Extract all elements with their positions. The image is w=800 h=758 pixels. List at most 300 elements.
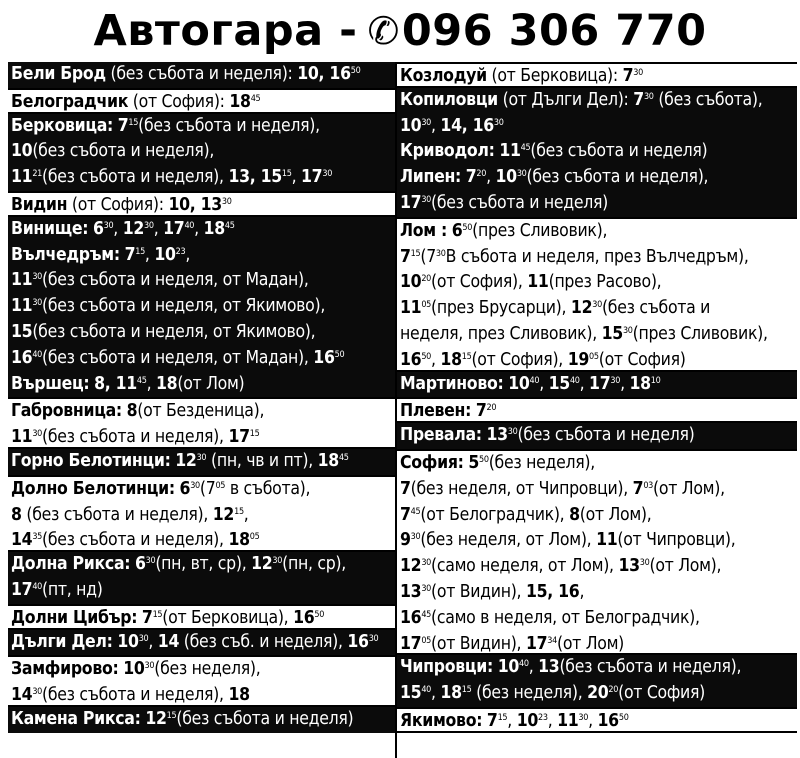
schedule-line — [397, 191, 797, 217]
departure-text-bold: 14 — [11, 530, 33, 551]
departure-minutes: 30 — [32, 687, 43, 698]
departure-note: (от София) — [618, 683, 705, 704]
departure-note: (през Сливовик), — [632, 323, 768, 344]
departure-minutes: 30 — [421, 583, 432, 594]
departure-minutes: 30 — [610, 375, 621, 386]
departure-text-bold: 18 — [629, 373, 651, 394]
right-destination-entry — [397, 88, 797, 140]
departure-text-bold: 11 — [11, 296, 33, 317]
schedule-line — [8, 630, 395, 656]
departure-note: (пн, ср), — [282, 554, 346, 575]
departure-minutes: 30 — [639, 558, 650, 569]
departure-note: (от Лом) — [556, 633, 625, 654]
departure-minutes: 30 — [138, 633, 149, 644]
departure-minutes: 30 — [32, 298, 43, 309]
left-column — [8, 62, 395, 758]
departure-minutes: 30 — [578, 713, 589, 723]
departure-minutes: 05 — [215, 480, 226, 491]
departure-note: В събота и неделя, през Вълчедръм), — [445, 246, 749, 267]
right-destination-entry — [397, 449, 797, 655]
departure-note: (без събота и неделя, от Мадан), — [42, 347, 314, 368]
departure-minutes: 20 — [421, 274, 432, 285]
left-destination-entry — [8, 397, 395, 449]
departure-minutes: 03 — [643, 480, 654, 491]
left-destination-entry — [8, 604, 395, 630]
departure-note: (от Берковица): — [486, 66, 623, 86]
schedule-line — [8, 90, 395, 116]
departure-note: , — [113, 218, 123, 239]
departure-text-bold: 17 — [400, 192, 422, 213]
departure-text-bold: 18 — [317, 451, 339, 471]
schedule-line — [8, 425, 395, 451]
departure-text-bold: 7 — [117, 115, 129, 136]
departure-minutes: 30 — [32, 429, 43, 440]
departure-minutes: 45 — [250, 93, 261, 104]
departure-minutes: 20 — [476, 169, 487, 180]
schedule-line — [8, 503, 395, 529]
departure-minutes: 50 — [479, 455, 489, 465]
departure-note: (без събота и неделя), — [559, 657, 742, 678]
departure-text-bold: 15 — [11, 321, 33, 342]
departure-minutes: 50 — [462, 222, 473, 233]
departure-note: (през Брусарци), — [431, 298, 571, 319]
schedule-line — [8, 552, 395, 578]
departure-minutes: 30 — [32, 272, 43, 283]
right-destination-entry — [397, 165, 797, 217]
departure-minutes: 40 — [32, 581, 43, 592]
right-destination-entry — [397, 397, 797, 423]
departure-text-bold: 13 — [400, 581, 422, 602]
schedule-line — [8, 707, 395, 733]
departure-minutes: 15 — [410, 248, 421, 259]
departure-note: (от Лом), — [579, 504, 652, 525]
departure-minutes: 40 — [184, 220, 195, 231]
departure-note: , — [291, 167, 302, 188]
departure-note: (без събота и неделя, от Мадан), — [42, 270, 309, 291]
departure-note: (без неделя), — [154, 659, 261, 680]
left-destination-entry — [8, 243, 395, 372]
departure-note: (от Белоградчик), — [420, 504, 570, 525]
schedule-line — [397, 245, 797, 271]
departure-minutes: 30 — [592, 300, 602, 311]
departure-text-bold: Видин — [11, 195, 68, 215]
departure-text-bold: 7 — [486, 711, 498, 731]
departure-minutes: 34 — [547, 635, 557, 646]
departure-text-bold: Долно Белотинци: — [11, 478, 175, 499]
departure-text-bold: 16 — [400, 607, 422, 628]
departure-minutes: 10 — [650, 375, 661, 386]
departure-minutes: 30 — [421, 558, 432, 569]
schedule-line — [8, 657, 395, 683]
departure-text-bold: 10 — [497, 657, 520, 678]
departure-text-bold: 15, 16 — [525, 581, 580, 602]
schedule-line — [397, 423, 797, 449]
departure-note: , — [148, 631, 158, 652]
departure-note: (пт, нд) — [42, 579, 103, 600]
departure-text-bold: Дълги Дел: — [11, 631, 113, 652]
departure-note: (без събота и неделя) — [517, 425, 695, 446]
departure-text-bold: 18 — [228, 685, 250, 706]
schedule-line — [397, 270, 797, 296]
departure-note: (без събота и неделя), — [42, 427, 229, 448]
departure-text-bold: 18 — [440, 349, 462, 370]
departure-text-bold: 7 — [633, 89, 644, 110]
departure-text-bold: 6 — [451, 220, 463, 241]
departure-note: , — [620, 373, 630, 394]
left-destination-entry — [8, 552, 395, 604]
departure-text-bold: Замфирово: — [11, 659, 119, 680]
left-destination-entry — [8, 88, 395, 114]
schedule-line — [397, 372, 797, 398]
schedule-line — [397, 219, 797, 245]
departure-text-bold: 13 — [618, 556, 640, 577]
departure-text-bold: Долни Цибър: — [11, 607, 138, 628]
phone-icon: ✆ — [367, 9, 400, 53]
departure-minutes: 30 — [435, 248, 446, 259]
departure-note: (7 — [420, 246, 436, 267]
departure-minutes: 23 — [175, 246, 186, 257]
departure-text-bold: 11 — [527, 272, 549, 293]
departure-note: , — [579, 373, 590, 394]
departure-text-bold: 12 — [145, 709, 167, 729]
schedule-line — [8, 399, 395, 425]
departure-minutes: 30 — [322, 169, 333, 180]
departure-text-bold: 17 — [228, 427, 250, 448]
departure-text-bold: 10 — [11, 141, 33, 162]
left-destination-entry — [8, 114, 395, 191]
right-destination-entry — [397, 62, 797, 88]
departure-text-bold: 7 — [124, 244, 136, 265]
departure-note: (от Лом) — [177, 373, 245, 394]
departure-text-bold: Габровница: — [11, 401, 122, 422]
departure-text-bold: 11 — [499, 141, 521, 162]
departure-text-bold: 10 — [516, 711, 538, 731]
departure-minutes: 45 — [224, 220, 235, 231]
departure-minutes: 15 — [166, 711, 177, 721]
departure-text-bold: 10 — [154, 244, 176, 265]
departure-text-bold: Мартиново: — [400, 373, 504, 394]
departure-note: (без събота и неделя), — [42, 685, 229, 706]
departure-text-bold: 7 — [400, 504, 411, 525]
schedule-line — [397, 655, 797, 681]
departure-note: (без неделя, от Чипровци), — [410, 478, 633, 499]
departure-minutes: 23 — [538, 713, 548, 723]
right-destination-entry — [397, 423, 797, 449]
departure-note: (пн, вт, ср), — [155, 554, 252, 575]
schedule-line — [8, 243, 395, 269]
departure-text-bold: Козлодуй — [400, 66, 487, 86]
schedule-line — [8, 449, 395, 475]
departure-text-bold: 7 — [475, 401, 487, 422]
departure-text-bold: Криводол: — [400, 141, 495, 162]
schedule-header — [0, 0, 800, 62]
departure-text-bold: 8 — [11, 504, 22, 525]
departure-minutes: 45 — [338, 453, 349, 463]
departure-text-bold: 11 — [596, 530, 618, 551]
schedule-line — [397, 528, 797, 554]
departure-text-bold: Долна Рикса: — [11, 554, 131, 575]
schedule-line — [397, 451, 797, 477]
schedule-line — [8, 268, 395, 294]
departure-text-bold: 8 — [126, 401, 138, 422]
departure-text-bold: 13 — [538, 657, 560, 678]
departure-text-bold: Якимово: — [400, 711, 483, 731]
departure-text-bold: 10 — [400, 115, 422, 136]
departure-text-bold: Камена Рикса: — [11, 709, 141, 729]
departure-note: (през Сливовик), — [472, 220, 608, 241]
departure-text-bold: 7 — [465, 167, 477, 188]
departure-text-bold: Липен: — [400, 167, 462, 188]
departure-minutes: 30 — [516, 169, 527, 180]
departure-minutes: 30 — [643, 91, 654, 102]
departure-note: (без събота и неделя), — [42, 530, 229, 551]
departure-note: (без събота и неделя), — [21, 504, 213, 525]
departure-text-bold: 11 — [557, 711, 579, 731]
schedule-line — [8, 528, 395, 554]
departure-text-bold: 19 — [567, 349, 590, 370]
departure-note: (от Лом), — [653, 478, 725, 499]
departure-text-bold: 7 — [400, 246, 411, 267]
departure-text-bold: 17 — [589, 373, 611, 394]
departure-minutes: 30 — [272, 556, 283, 567]
departure-text-bold: 18 — [228, 530, 250, 551]
schedule-line — [397, 503, 797, 529]
departure-note: , — [547, 711, 558, 731]
schedule-line — [8, 114, 395, 140]
schedule-line — [397, 64, 797, 90]
departure-text-bold: 7 — [400, 478, 411, 499]
schedule-line — [8, 683, 395, 709]
departure-minutes: 40 — [519, 659, 529, 670]
phone-number: 096 306 770 — [401, 6, 707, 56]
departure-text-bold: 5 — [468, 453, 479, 473]
departure-minutes: 15 — [249, 429, 260, 440]
departure-minutes: 40 — [32, 349, 43, 360]
schedule-line — [397, 88, 797, 114]
departure-minutes: 30 — [144, 661, 155, 672]
departure-text-bold: 15 — [601, 323, 623, 344]
departure-text-bold: 14 — [11, 685, 33, 706]
departure-minutes: 50 — [314, 609, 325, 620]
departure-text-bold: 16 — [313, 347, 335, 368]
departure-text-bold: 16 — [347, 631, 369, 652]
departure-note: (без събота и неделя), — [138, 115, 320, 136]
departure-text-bold: Берковица: — [11, 115, 114, 136]
schedule-line — [8, 217, 395, 243]
departure-note: (без събота и неделя, от Якимово), — [32, 321, 316, 342]
schedule-line — [397, 580, 797, 606]
departure-minutes: 30 — [103, 220, 114, 231]
departure-text-bold: Вълчедръм: — [11, 244, 120, 265]
left-destination-entry — [8, 655, 395, 707]
departure-minutes: 30 — [633, 68, 643, 78]
departure-text-bold: 15 — [548, 373, 570, 394]
departure-text-bold: 17 — [11, 579, 33, 600]
schedule-line — [397, 296, 797, 322]
right-destination-entry — [397, 139, 797, 165]
departure-note: (7 — [199, 478, 216, 499]
departure-note: (без събота и неделя) — [431, 192, 609, 213]
schedule-line — [8, 346, 395, 372]
departure-note: (без неделя, от Лом), — [420, 530, 597, 551]
departure-text-bold: 10 — [400, 272, 422, 293]
left-destination-entry — [8, 191, 395, 217]
departure-text-bold: 8, 11 — [94, 373, 137, 394]
left-destination-entry — [8, 707, 395, 733]
departure-note: (през Расово), — [548, 272, 662, 293]
departure-note: (от Видин), — [431, 633, 526, 654]
departure-minutes: 05 — [421, 635, 432, 646]
schedule-line — [397, 632, 797, 658]
departure-minutes: 30 — [410, 532, 421, 543]
schedule-line — [397, 554, 797, 580]
departure-note: (само в неделя, от Белоградчик), — [431, 607, 700, 628]
departure-minutes: 15 — [234, 506, 244, 517]
schedule-line — [397, 139, 797, 165]
departure-text-bold: 10 — [495, 167, 517, 188]
departure-text-bold: 11 — [400, 298, 422, 319]
departure-minutes: 15 — [461, 351, 472, 362]
departure-text-bold: 10 — [123, 659, 145, 680]
departure-text-bold: 12 — [122, 218, 145, 239]
departure-text-bold: Превала: — [400, 425, 482, 446]
departure-minutes: 20 — [486, 403, 497, 414]
departure-minutes: 50 — [350, 66, 361, 76]
station-title: Автогара - — [93, 6, 358, 56]
departure-note: , — [486, 167, 496, 188]
departure-text-bold: 18 — [156, 373, 178, 394]
departure-minutes: 05 — [249, 532, 260, 543]
departure-note: , — [507, 711, 517, 731]
departure-text-bold: 16 — [400, 349, 422, 370]
departure-note: , — [539, 373, 549, 394]
schedule-line — [397, 606, 797, 632]
departure-minutes: 30 — [507, 427, 518, 438]
departure-note: неделя, през Сливовик), — [400, 323, 602, 344]
departure-note: , — [153, 218, 164, 239]
departure-text-bold: Горно Белотинци: — [11, 451, 171, 471]
departure-minutes: 45 — [410, 506, 421, 517]
departure-text-bold: 6 — [179, 478, 191, 499]
departure-note: (от София), — [471, 349, 568, 370]
departure-note: (без събота), — [653, 89, 763, 110]
departure-text-bold: Бели Брод — [11, 64, 106, 84]
departure-text-bold: 14, 16 — [440, 115, 494, 136]
departure-note: (от Видин), — [431, 581, 526, 602]
departure-note: (от София) — [598, 349, 686, 370]
departure-text-bold: 16 — [293, 607, 315, 628]
departure-text-bold: 12 — [175, 451, 197, 471]
departure-note: , — [185, 244, 191, 265]
departure-text-bold: 17 — [400, 633, 422, 654]
departure-note: (от Берковица), — [162, 607, 294, 628]
departure-minutes: 50 — [334, 349, 345, 360]
schedule-line — [8, 320, 395, 346]
departure-text-bold: 20 — [587, 683, 609, 704]
departure-text-bold: 15 — [400, 683, 422, 704]
departure-text-bold: 9 — [400, 530, 411, 551]
schedule-line — [8, 372, 395, 398]
departure-note: , — [528, 657, 539, 678]
departure-text-bold: 18 — [440, 683, 462, 704]
departure-minutes: 15 — [461, 685, 472, 696]
left-destination-entry — [8, 217, 395, 243]
right-destination-entry — [397, 217, 797, 372]
departure-text-bold: 8 — [569, 504, 580, 525]
departure-note: (от Безденица), — [137, 401, 265, 422]
departure-note: , — [579, 581, 585, 602]
departure-minutes: 30 — [368, 633, 379, 644]
departure-note: в събота), — [225, 478, 311, 499]
departure-minutes: 20 — [608, 685, 619, 696]
schedule-line — [8, 193, 395, 219]
schedule-line — [397, 322, 797, 348]
departure-text-bold: София: — [400, 453, 464, 473]
departure-text-bold: 16 — [11, 347, 33, 368]
left-destination-entry — [8, 372, 395, 398]
departure-minutes: 45 — [520, 143, 531, 154]
departure-minutes: 45 — [421, 609, 432, 620]
departure-note: (от София), — [431, 272, 528, 293]
departure-note: , — [243, 504, 249, 525]
departure-text-bold: 14 — [157, 631, 180, 652]
departure-minutes: 15 — [135, 246, 145, 257]
departure-text-bold: Чипровци: — [400, 657, 493, 678]
departure-minutes: 45 — [136, 375, 147, 386]
departure-minutes: 30 — [622, 325, 633, 336]
departure-note: , — [431, 115, 441, 136]
departure-minutes: 40 — [569, 375, 580, 386]
departure-minutes: 15 — [497, 713, 508, 723]
departure-text-bold: 10, 16 — [297, 64, 351, 84]
departure-text-bold: 12 — [251, 554, 273, 575]
departure-note: (без събота и неделя), — [42, 167, 229, 188]
departure-text-bold: Плевен: — [400, 401, 472, 422]
left-destination-entry — [8, 630, 395, 656]
departure-text-bold: 13 — [486, 425, 508, 446]
right-destination-entry — [397, 707, 797, 733]
departure-minutes: 30 — [421, 194, 432, 205]
departure-text-bold: 7 — [622, 66, 634, 86]
schedule-line — [8, 477, 395, 503]
left-destination-entry — [8, 62, 395, 88]
departure-note: (от София): — [128, 91, 230, 112]
departure-note: (без събота и неделя), — [526, 167, 709, 188]
departure-minutes: 05 — [589, 351, 599, 362]
departure-text-bold: 12 — [570, 298, 593, 319]
departure-text-bold: 11 — [11, 427, 33, 448]
departure-text-bold: Винище: — [11, 218, 89, 239]
departure-note: (само неделя, от Лом), — [431, 556, 619, 577]
departure-note: , — [194, 218, 204, 239]
departure-note: , — [146, 373, 157, 394]
departure-note: , — [431, 349, 441, 370]
departure-text-bold: Копиловци — [400, 89, 498, 110]
departure-note: (без събота и — [601, 298, 711, 319]
departure-minutes: 35 — [32, 532, 43, 543]
departure-note: , — [431, 683, 441, 704]
departure-minutes: 15 — [281, 169, 292, 180]
departure-text-bold: 17 — [301, 167, 323, 188]
schedule-line — [397, 114, 797, 140]
departure-text-bold: 11 — [11, 167, 33, 188]
departure-note: (без неделя), — [471, 683, 588, 704]
departure-minutes: 50 — [421, 351, 432, 362]
departure-note: (без събота и неделя) — [530, 141, 708, 162]
departure-text-bold: 7 — [141, 607, 153, 628]
departure-minutes: 30 — [221, 197, 232, 207]
right-destination-entry — [397, 372, 797, 398]
